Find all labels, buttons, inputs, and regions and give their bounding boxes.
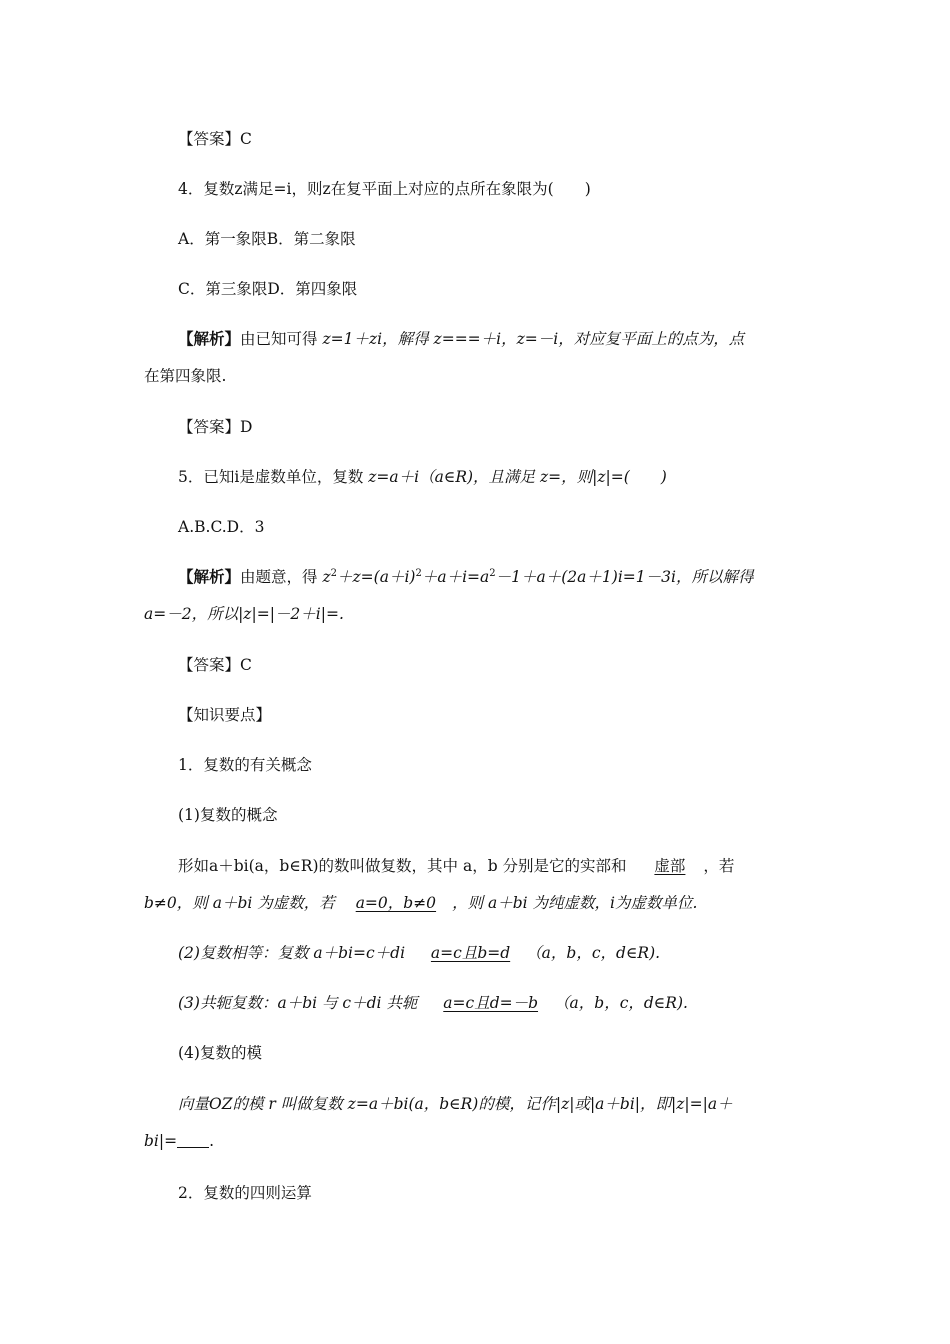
complex-def-line-2: b≠0，则 a＋bi 为虚数，若 a=0，b≠0 ，则 a＋bi 为纯虚数，i为虚数单位. bbox=[144, 894, 698, 912]
question-4: 4．复数z满足=i，则z在复平面上对应的点所在象限为( ) bbox=[178, 180, 591, 198]
complex-equality: (2)复数相等：复数 a＋bi=c＋di a=c且b=d （a，b，c，d∈R). bbox=[178, 944, 661, 962]
fill-blank-equality: a=c且b=d bbox=[430, 944, 511, 962]
question-4-options-ab: A．第一象限B．第二象限 bbox=[178, 230, 356, 248]
answer-line: 【答案】D bbox=[178, 418, 253, 436]
complex-conjugate: (3)共轭复数：a＋bi 与 c＋di 共轭 a=c且d=－b （a，b，c，d∈R). bbox=[178, 994, 688, 1012]
fill-blank-pure-imaginary: a=0，b≠0 bbox=[355, 894, 437, 912]
fill-blank-imaginary-part: 虚部 bbox=[654, 857, 686, 875]
section-heading-1: 1．复数的有关概念 bbox=[178, 756, 312, 774]
fill-blank-modulus bbox=[177, 1131, 209, 1148]
subsection-4: (4)复数的模 bbox=[178, 1044, 262, 1062]
analysis-5-line-2: a=－2，所以|z|=|－2＋i|=. bbox=[144, 605, 344, 623]
modulus-line-2: bi|= . bbox=[144, 1132, 215, 1150]
question-5-options: A.B.C.D．3 bbox=[178, 518, 265, 536]
modulus-line-1: 向量OZ的模 r 叫做复数 z=a＋bi(a，b∈R)的模，记作|z|或|a＋bi|，即|z|=|a＋ bbox=[178, 1095, 733, 1113]
analysis-label: 【解析】 bbox=[178, 567, 241, 586]
answer-line: 【答案】C bbox=[178, 656, 252, 674]
section-heading-2: 2．复数的四则运算 bbox=[178, 1184, 312, 1202]
analysis-4-line-2: 在第四象限. bbox=[144, 367, 227, 385]
question-4-options-cd: C．第三象限D．第四象限 bbox=[178, 280, 358, 298]
analysis-4-line-1: 【解析】由已知可得 z=1＋zi，解得 z===＋i，z=－i，对应复平面上的点为，点 bbox=[178, 329, 745, 348]
question-5: 5．已知i是虚数单位，复数 z=a＋i（a∈R)，且满足 z=，则|z|=( ) bbox=[178, 468, 667, 486]
subsection-1: (1)复数的概念 bbox=[178, 806, 278, 824]
answer-line: 【答案】C bbox=[178, 130, 252, 148]
knowledge-heading: 【知识要点】 bbox=[178, 706, 272, 724]
fill-blank-conjugate: a=c且d=－b bbox=[443, 994, 539, 1012]
complex-def-line-1: 形如a＋bi(a，b∈R)的数叫做复数，其中 a，b 分别是它的实部和 虚部 ，若 bbox=[178, 857, 735, 875]
analysis-5-line-1: 【解析】由题意，得 $z^2+z=(a+i)^2+a+i=a^2-1+a+(2a+1)i=1-3i$，所以解得 bbox=[178, 567, 754, 586]
analysis-label: 【解析】 bbox=[178, 329, 241, 348]
